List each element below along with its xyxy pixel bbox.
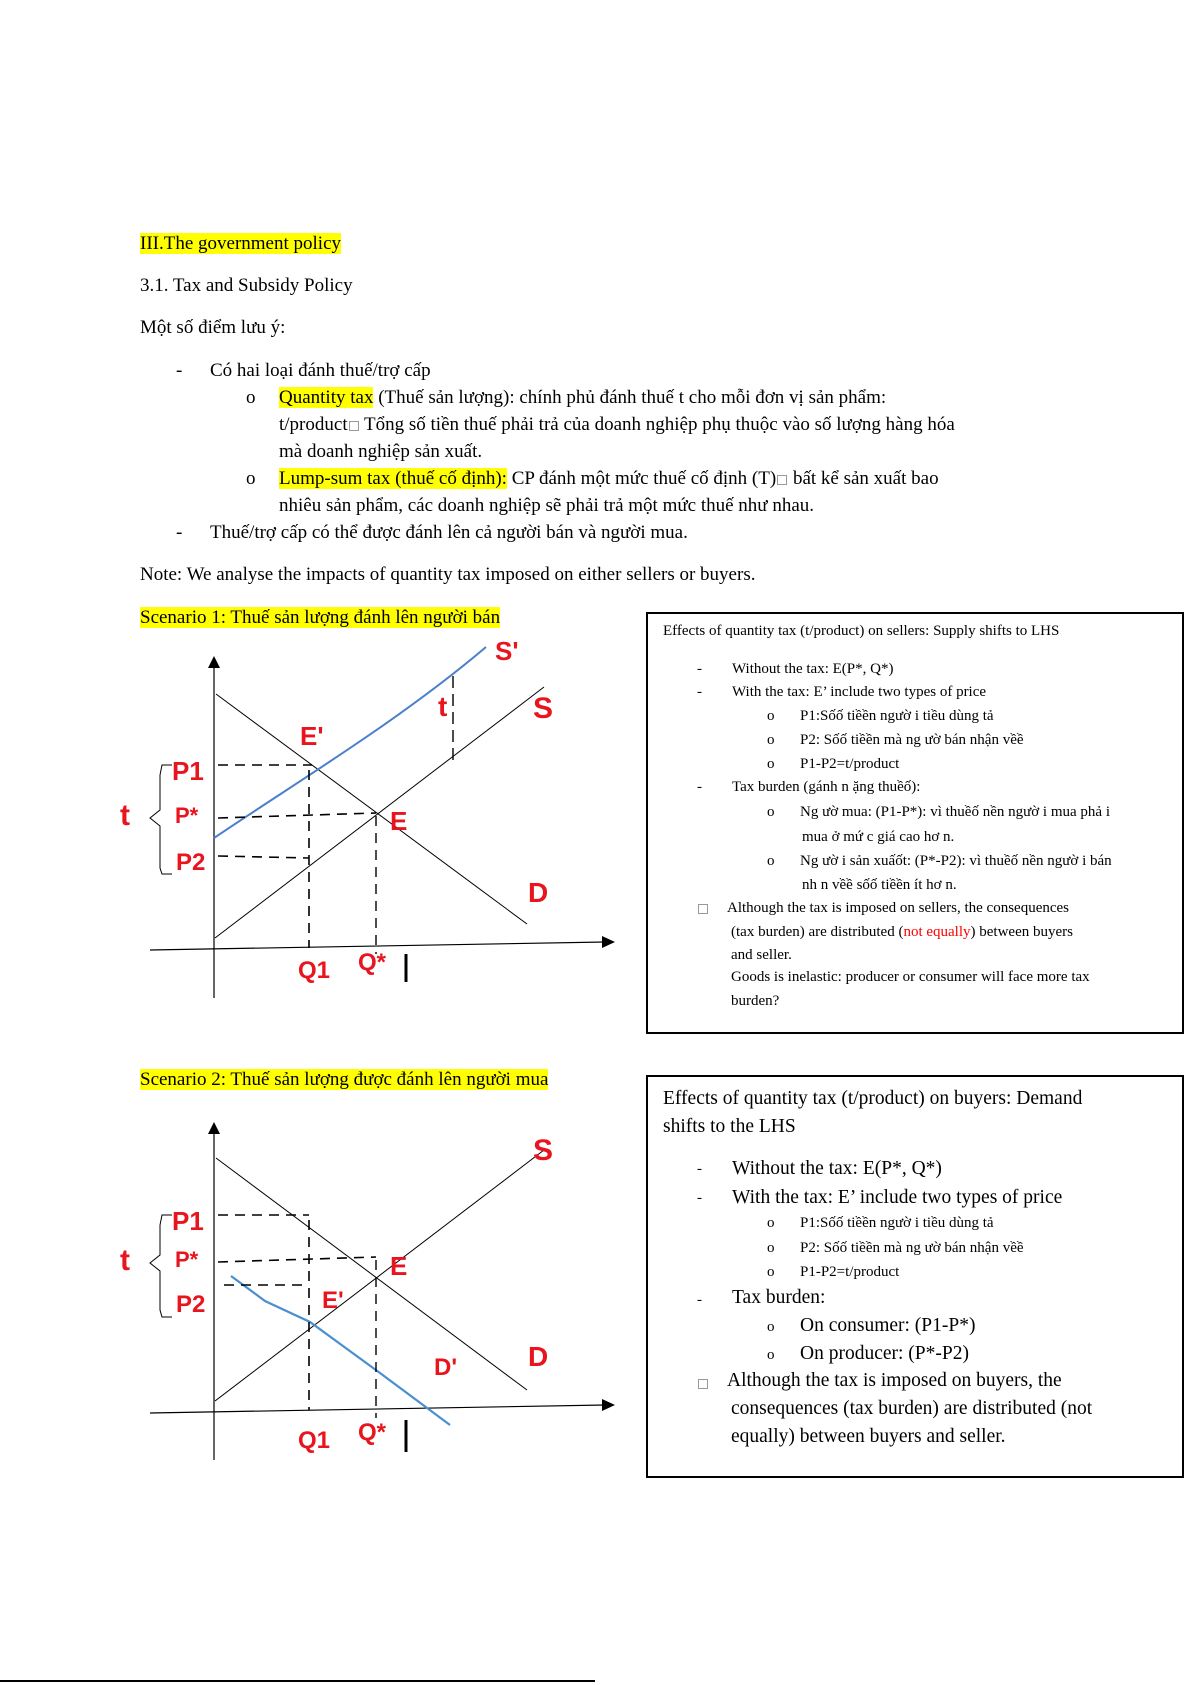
label-q1: Q1 xyxy=(298,957,331,984)
tax-brace xyxy=(150,1215,172,1317)
box1-buyer-burden: Ng ườ mua: (P1-P*): vì thuềố nền ngườ i mua phả i xyxy=(800,804,1111,820)
box2-item-with-tax: With the tax: E’ include two types of price xyxy=(732,1187,1063,1208)
label-pstar: P* xyxy=(175,1247,199,1272)
box1-conclusion-3: and seller. xyxy=(731,947,792,963)
box2-tax-burden: Tax burden: xyxy=(732,1287,826,1308)
box2-producer-burden: On producer: (P*-P2) xyxy=(800,1343,969,1364)
lump-sum-line xyxy=(279,468,939,490)
o-bullet: o xyxy=(767,732,775,748)
o-bullet: o xyxy=(767,1347,775,1363)
quantity-tax-line2 xyxy=(279,414,955,436)
scenario2-graph xyxy=(100,1100,620,1460)
y-axis-arrow-icon xyxy=(208,1122,220,1134)
label-e: E xyxy=(390,806,408,836)
label-d: D xyxy=(528,1341,549,1372)
p2-dashed-line xyxy=(218,856,309,858)
checkbox-glyph-icon xyxy=(697,899,709,917)
scenario1-graph xyxy=(100,620,620,1000)
box2-title xyxy=(663,1085,1082,1141)
arrow-glyph-placeholder-icon xyxy=(349,421,359,431)
label-t-gap: t xyxy=(438,691,448,722)
box1-conclusion-2 xyxy=(731,923,1073,941)
notes-label: Một số điểm lưu ý: xyxy=(140,317,286,338)
lump-sum-text-cont: bất kể sản xuất bao xyxy=(788,468,939,489)
quantity-tax-explanation: Tổng số tiền thuế phải trả của doanh nghiệp phụ thuộc vào số lượng hàng hóa xyxy=(359,414,955,435)
label-s: S xyxy=(533,1134,554,1167)
page-bottom-rule xyxy=(0,1680,595,1682)
box2-p2-def: P2: Sốố tiềền mà ng ườ bán nhận vềề xyxy=(800,1240,1024,1256)
y-axis-arrow-icon xyxy=(208,656,220,668)
dash-bullet: - xyxy=(697,1161,702,1177)
box1-question-2: burden? xyxy=(731,993,780,1009)
tax-brace xyxy=(150,765,172,874)
checkbox-glyph-icon xyxy=(697,1374,709,1392)
label-s-prime: S' xyxy=(495,636,519,666)
demand-curve xyxy=(216,694,527,924)
dash-bullet: - xyxy=(697,1292,702,1308)
label-t-brace: t xyxy=(120,1244,130,1277)
note-item-2: Thuế/trợ cấp có thể được đánh lên cả người bán và người mua. xyxy=(210,522,688,543)
dash-bullet: - xyxy=(697,661,702,677)
label-p2: P2 xyxy=(176,1291,206,1318)
quantity-tax-line xyxy=(279,387,886,409)
pstar-dashed-line xyxy=(218,813,376,818)
box1-item-with-tax: With the tax: E’ include two types of price xyxy=(732,684,987,700)
quantity-tax-unit: t/product xyxy=(279,414,348,435)
label-e-prime: E' xyxy=(322,1287,344,1314)
box1-conclusion-2-post: ) between buyers xyxy=(970,924,1073,940)
box2-conclusion-2: consequences (tax burden) are distributed (not xyxy=(731,1398,1093,1419)
box1-p2-def: P2: Sốố tiềền mà ng ườ bán nhận vềề xyxy=(800,732,1024,748)
o-bullet: o xyxy=(767,1319,775,1335)
lump-sum-text: CP đánh một mức thuế cố định (T) xyxy=(506,468,777,489)
label-s: S xyxy=(533,692,554,725)
label-p1: P1 xyxy=(172,756,204,786)
box1-p1-def: P1:Sốố tiềền ngườ i tiều dùng tả xyxy=(800,708,994,724)
dash-bullet: - xyxy=(176,522,183,543)
box1-p1-p2: P1-P2=t/product xyxy=(800,756,900,772)
dash-bullet: - xyxy=(176,360,183,381)
box1-conclusion-2-pre: (tax burden) are distributed ( xyxy=(731,924,904,940)
section-heading-text: III.The government policy xyxy=(140,233,342,254)
box2-conclusion-3: equally) between buyers and seller. xyxy=(731,1426,1006,1447)
box1-seller-burden: Ng ườ i sản xuấốt: (P*-P2): vì thuềố nền ngườ i bán xyxy=(800,853,1112,869)
dash-bullet: - xyxy=(697,779,702,795)
quantity-tax-text: (Thuế sản lượng): chính phủ đánh thuế t cho mỗi đơn vị sản phẩm: xyxy=(373,387,887,408)
box2-conclusion-1: Although the tax is imposed on buyers, the xyxy=(727,1370,1062,1391)
subsection-heading: 3.1. Tax and Subsidy Policy xyxy=(140,275,353,296)
supply-curve xyxy=(215,1150,544,1401)
label-e-prime: E' xyxy=(300,721,324,751)
arrow-glyph-placeholder-icon xyxy=(777,475,787,485)
scenario2-title-text: Scenario 2: Thuế sản lượng được đánh lên người mua xyxy=(140,1069,549,1090)
label-pstar: P* xyxy=(175,803,199,828)
box2-p1-def: P1:Sốố tiềền ngườ i tiều dùng tả xyxy=(800,1215,994,1231)
quantity-tax-label: Quantity tax xyxy=(279,387,374,408)
label-q1: Q1 xyxy=(298,1427,331,1454)
scenario2-title xyxy=(140,1069,548,1091)
label-qstar: Q* xyxy=(358,1419,387,1446)
demand-curve xyxy=(216,1158,527,1390)
x-axis xyxy=(150,1405,605,1413)
label-d: D xyxy=(528,877,549,908)
box2-p1-p2: P1-P2=t/product xyxy=(800,1264,900,1280)
label-d-prime: D' xyxy=(434,1354,458,1381)
box1-seller-burden-cont: nh n vềề sốố tiềền ít hơ n. xyxy=(802,877,957,893)
dash-bullet: - xyxy=(697,1190,702,1206)
box1-title: Effects of quantity tax (t/product) on sellers: Supply shifts to LHS xyxy=(663,623,1060,639)
box2-title-line1: Effects of quantity tax (t/product) on buyers: Demand xyxy=(663,1088,1083,1109)
lump-sum-line2: nhiêu sản phẩm, các doanh nghiệp sẽ phải trả một mức thuế như nhau. xyxy=(279,495,815,516)
o-bullet: o xyxy=(767,708,775,724)
x-axis-arrow-icon xyxy=(602,1399,615,1411)
box1-conclusion-1: Although the tax is imposed on sellers, the consequences xyxy=(727,900,1070,916)
o-bullet: o xyxy=(767,804,775,820)
box2-item-without-tax: Without the tax: E(P*, Q*) xyxy=(732,1158,942,1179)
not-equally-emphasis: not equally xyxy=(903,924,971,940)
o-bullet: o xyxy=(767,1240,775,1256)
shifted-supply-curve xyxy=(214,647,486,838)
o-bullet: o xyxy=(767,756,775,772)
section-heading xyxy=(140,233,341,255)
scenario1-title-text: Scenario 1: Thuế sản lượng đánh lên người bán xyxy=(140,607,501,628)
box1-question-1: Goods is inelastic: producer or consumer will face more tax xyxy=(731,969,1090,985)
label-qstar: Q* xyxy=(358,949,387,976)
dash-bullet: - xyxy=(697,684,702,700)
note-item-1: Có hai loại đánh thuế/trợ cấp xyxy=(210,360,431,381)
o-bullet: o xyxy=(767,853,775,869)
label-p1: P1 xyxy=(172,1206,204,1236)
o-bullet: o xyxy=(767,1215,775,1231)
box1-buyer-burden-cont: mua ở mứ c giá cao hơ n. xyxy=(802,829,955,845)
box1-tax-burden: Tax burden (gánh n ặng thuềố): xyxy=(732,779,921,795)
box2-title-line2: shifts to the LHS xyxy=(663,1116,796,1137)
lump-sum-label: Lump-sum tax (thuế cố định): xyxy=(279,468,507,489)
o-bullet: o xyxy=(767,1264,775,1280)
note-line: Note: We analyse the impacts of quantity tax imposed on either sellers or buyers. xyxy=(140,564,756,585)
box2-consumer-burden: On consumer: (P1-P*) xyxy=(800,1315,976,1336)
box1-item-without-tax: Without the tax: E(P*, Q*) xyxy=(732,661,894,677)
label-e: E xyxy=(390,1251,408,1281)
label-t-brace: t xyxy=(120,799,130,832)
label-p2: P2 xyxy=(176,849,206,876)
quantity-tax-line3: mà doanh nghiệp sản xuất. xyxy=(279,441,483,462)
x-axis-arrow-icon xyxy=(602,936,615,948)
o-bullet: o xyxy=(246,387,256,408)
o-bullet: o xyxy=(246,468,256,489)
